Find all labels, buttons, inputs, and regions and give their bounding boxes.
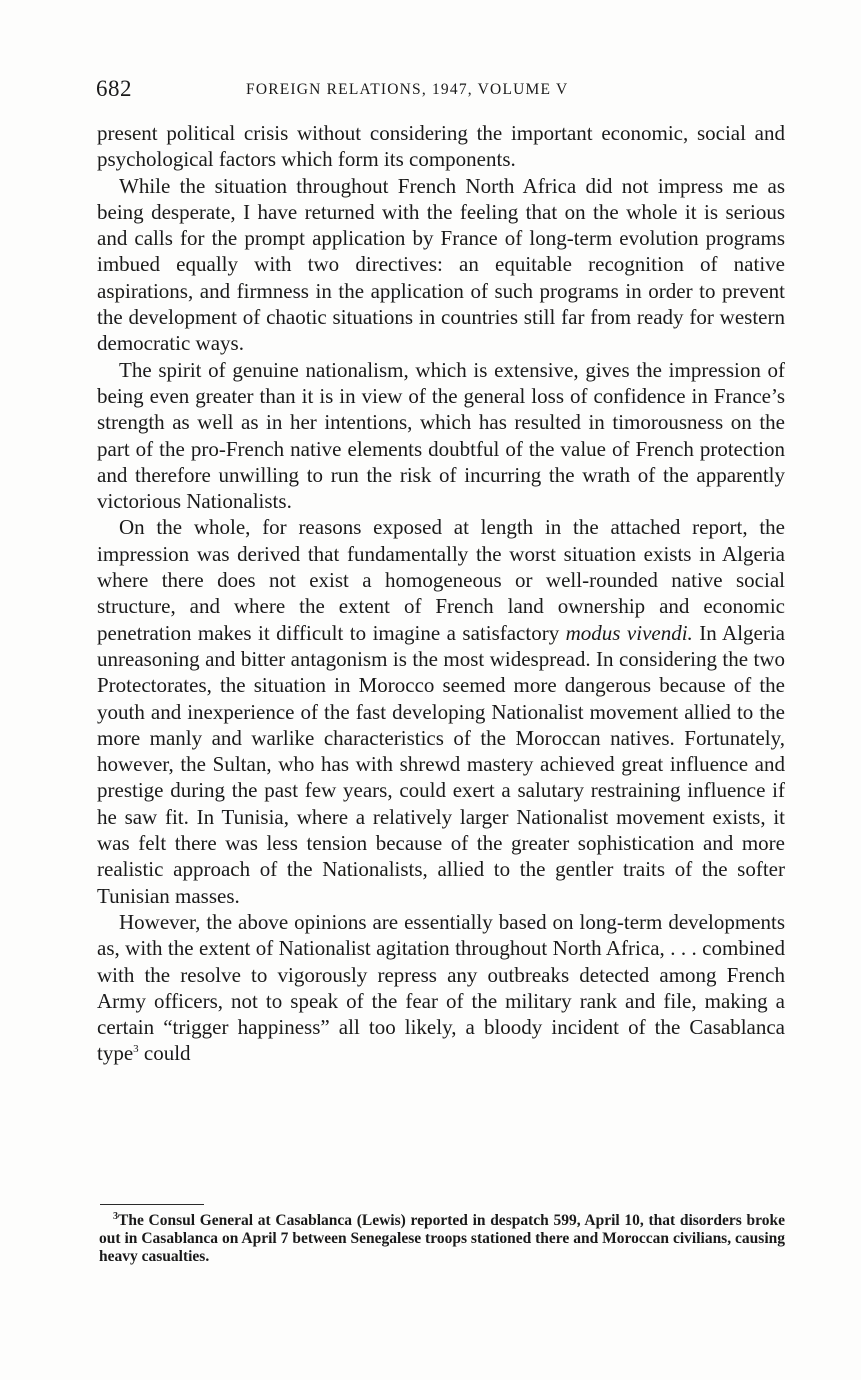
paragraph-4 <box>97 514 785 908</box>
footnote-divider <box>100 1204 204 1205</box>
running-header <box>96 76 786 106</box>
paragraph-4-part-2: In Algeria unreasoning and bitter antagonism is the most widespread. In considering the two Protectorates, the situation in Morocco seemed more dangerous because of the youth and inexperience of the fast developing Nationalist movement allied to the more manly and warlike characteristics of the Moroccan natives. Fortunately, however, the Sultan, who has with shrewd mastery achieved great influence and prestige during the past few years, could exert a salutary restraining influence if he saw fit. In Tunisia, where a relatively larger Nationalist movement exists, it was felt there was less tension because of the greater sophistication and more realistic approach of the Nationalists, allied to the gentler traits of the softer Tunisian masses. <box>97 620 785 908</box>
footnote-marker: 3 <box>113 1210 118 1222</box>
footnote-reference[interactable]: 3 <box>133 1043 139 1056</box>
body-text <box>97 120 785 1067</box>
paragraph-5-part-1: However, the above opinions are essentially based on long-term developments as, with the extent of Nationalist agitation throughout North Africa, . . . combined with the resolve to vigorously repress any outbreaks detected among French Army officers, not to speak of the fear of the military rank and file, making a certain “trigger happiness” all too likely, a bloody incident of the Casablanca type <box>97 909 785 1066</box>
modus-vivendi-italic: modus vivendi. <box>565 620 693 645</box>
footnote <box>99 1212 785 1266</box>
paragraph-1: present political crisis without considering the important economic, social and psychological factors which form its components. <box>97 121 785 172</box>
paragraph-5 <box>97 909 785 1067</box>
page-number: 682 <box>96 76 132 101</box>
paragraph-5-part-2: could <box>138 1041 191 1066</box>
running-title: FOREIGN RELATIONS, 1947, VOLUME V <box>246 81 569 98</box>
paragraph-2: While the situation throughout French North Africa did not impress me as being desperate, I have returned with the feeling that on the whole it is serious and calls for the prompt application by France of long-term evolution programs imbued equally with two directives: an equitable recognition of native aspirations, and firmness in the application of such programs in order to prevent the development of chaotic situations in countries still far from ready for western democratic ways. <box>97 173 785 356</box>
paragraph-4-part-1: On the whole, for reasons exposed at length in the attached report, the impression was derived that fundamentally the worst situation exists in Algeria where there does not exist a homogeneous or well-rounded native social structure, and where the extent of French land ownership and economic penetration makes it difficult to imagine a satisfactory <box>97 515 785 645</box>
paragraph-3: The spirit of genuine nationalism, which is extensive, gives the impression of being even greater than it is in view of the general loss of confidence in France’s strength as well as in her intentions, which has resulted in timorousness on the part of the pro-French native elements doubtful of the value of French protection and therefore unwilling to run the risk of incurring the wrath of the apparently victorious Nationalists. <box>97 357 785 514</box>
footnote-text: The Consul General at Casablanca (Lewis) reported in despatch 599, April 10, that disorders broke out in Casablanca on April 7 between Senegalese troops stationed there and Moroccan civilians, causing heavy casualties. <box>99 1212 785 1265</box>
